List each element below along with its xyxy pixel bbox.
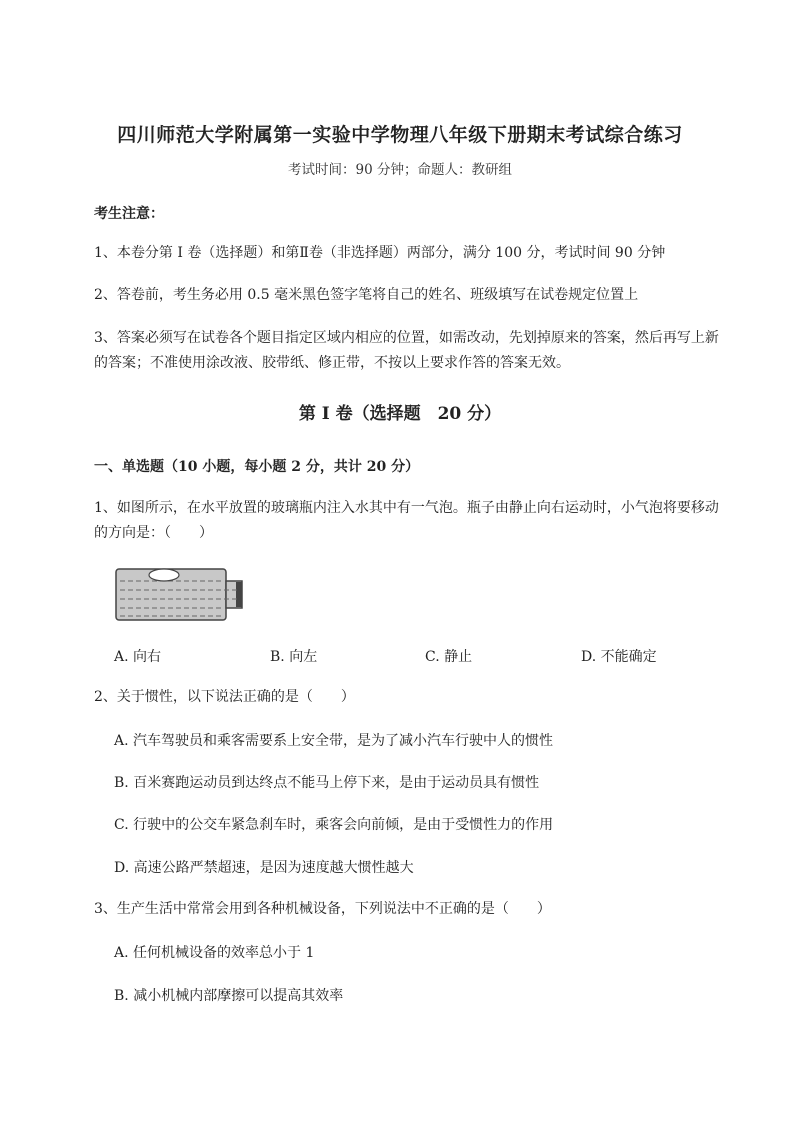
question-1-option-c[interactable]: C. 静止: [425, 649, 473, 665]
question-2-option-c[interactable]: C. 行驶中的公交车紧急刹车时，乘客会向前倾，是由于受惯性力的作用: [114, 817, 554, 833]
question-2-option-d[interactable]: D. 高速公路严禁超速，是因为速度越大惯性越大: [114, 860, 414, 876]
question-1-stem: 1、如图所示，在水平放置的玻璃瓶内注入水其中有一气泡。瓶子由静止向右运动时，小气泡将要移动的方向是：（ ）: [94, 500, 719, 541]
section-title: 第 I 卷（选择题 20 分）: [298, 404, 502, 424]
question-3-option-b[interactable]: B. 减小机械内部摩擦可以提高其效率: [114, 988, 344, 1004]
question-1-option-d[interactable]: D. 不能确定: [581, 649, 657, 665]
question-3-option-a[interactable]: A. 任何机械设备的效率总小于 1: [114, 945, 315, 961]
question-2-option-b[interactable]: B. 百米赛跑运动员到达终点不能马上停下来，是由于运动员具有惯性: [114, 775, 540, 791]
question-2-option-a[interactable]: A. 汽车驾驶员和乘客需要系上安全带，是为了减小汽车行驶中人的惯性: [114, 733, 554, 749]
notice-item-1: 1、本卷分第 I 卷（选择题）和第Ⅱ卷（非选择题）两部分，满分 100 分，考试时间 90 分钟: [94, 245, 666, 261]
question-1-option-b[interactable]: B. 向左: [270, 649, 318, 665]
question-3-stem: 3、生产生活中常常会用到各种机械设备，下列说法中不正确的是（ ）: [94, 901, 551, 917]
notice-heading: 考生注意：: [94, 206, 164, 222]
section-heading: 一、单选题（10 小题，每小题 2 分，共计 20 分）: [94, 459, 420, 475]
notice-item-2: 2、答卷前，考生务必用 0.5 毫米黑色签字笔将自己的姓名、班级填写在试卷规定位置上: [94, 287, 639, 303]
page-title: 四川师范大学附属第一实验中学物理八年级下册期末考试综合练习: [117, 124, 683, 146]
notice-item-3: 3、答案必须写在试卷各个题目指定区域内相应的位置，如需改动，先划掉原来的答案，然后再写上新的答案；不准使用涂改液、胶带纸、修正带，不按以上要求作答的答案无效。: [94, 330, 719, 371]
exam-info: 考试时间：90 分钟；命题人：教研组: [288, 162, 512, 178]
bottle-figure: [112, 565, 248, 625]
air-bubble: [149, 569, 179, 581]
question-1-option-a[interactable]: A. 向右: [114, 649, 162, 665]
question-2-stem: 2、关于惯性，以下说法正确的是（ ）: [94, 689, 355, 705]
